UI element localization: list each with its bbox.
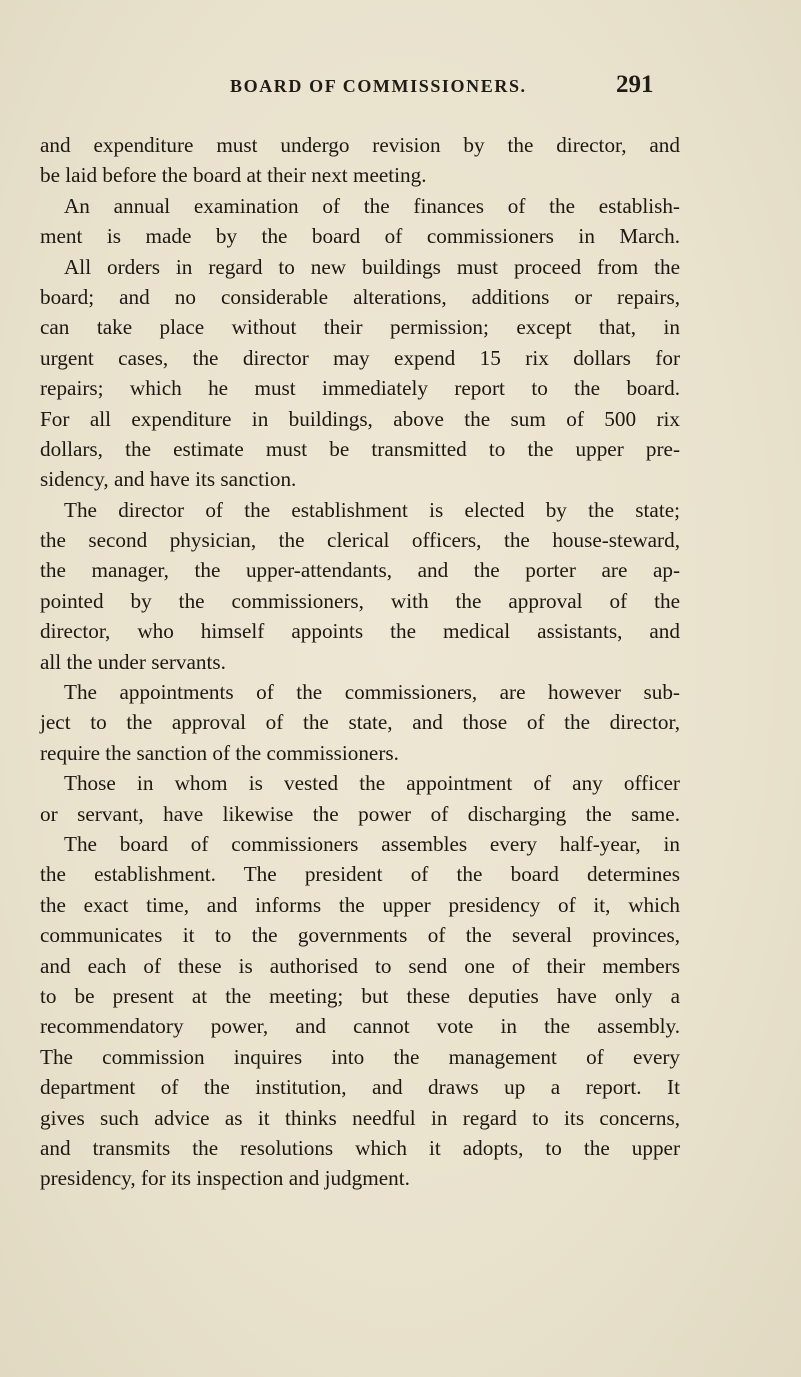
page-header [0, 70, 801, 110]
text-line: ment is made by the board of commissioners in March. [40, 224, 680, 249]
text-line: director, who himself appoints the medical assistants, and [40, 619, 680, 644]
body-text [40, 130, 680, 1194]
text-line: department of the institution, and draws up a report. It [40, 1075, 680, 1100]
text-line: and transmits the resolutions which it adopts, to the upper [40, 1135, 680, 1160]
running-title: BOARD OF COMMISSIONERS. [230, 76, 527, 96]
text-line: The commission inquires into the management of every [40, 1044, 680, 1069]
text-line: can take place without their permission; except that, in [40, 315, 680, 340]
text-line: For all expenditure in buildings, above the sum of 500 rix [40, 406, 680, 431]
text-line: and expenditure must undergo revision by the director, and [40, 133, 680, 157]
text-line: presidency, for its inspection and judgment. [40, 1166, 410, 1191]
text-line: An annual examination of the finances of the establish- [64, 193, 680, 218]
text-line: gives such advice as it thinks needful in regard to its concerns, [40, 1105, 680, 1130]
text-line: to be present at the meeting; but these deputies have only a [40, 983, 680, 1008]
text-line: the manager, the upper-attendants, and the porter are ap- [40, 558, 680, 583]
text-line: the exact time, and informs the upper presidency of it, which [40, 892, 680, 917]
text-line: The board of commissioners assembles every half-year, in [64, 831, 680, 856]
text-line: recommendatory power, and cannot vote in the assembly. [40, 1014, 680, 1039]
text-line: communicates it to the governments of the several provinces, [40, 923, 680, 948]
page-number: 291 [616, 71, 654, 98]
text-line: dollars, the estimate must be transmitted to the upper pre- [40, 436, 680, 461]
text-line: Those in whom is vested the appointment of any officer [64, 771, 680, 796]
text-line: The director of the establishment is elected by the state; [64, 497, 680, 522]
text-line: and each of these is authorised to send one of their members [40, 953, 680, 978]
text-line: or servant, have likewise the power of discharging the same. [40, 801, 680, 826]
text-line: urgent cases, the director may expend 15 rix dollars for [40, 345, 680, 370]
text-line: pointed by the commissioners, with the approval of the [40, 588, 680, 613]
text-line: sidency, and have its sanction. [40, 467, 297, 492]
text-line: be laid before the board at their next meeting. [40, 163, 427, 188]
text-line: board; and no considerable alterations, additions or repairs, [40, 284, 680, 309]
text-line: require the sanction of the commissioners. [40, 740, 399, 765]
text-line: repairs; which he must immediately report to the board. [40, 376, 680, 401]
text-line: ject to the approval of the state, and those of the director, [40, 710, 680, 735]
text-line: the second physician, the clerical officers, the house-steward, [40, 528, 680, 553]
text-line: all the under servants. [40, 649, 226, 674]
text-line: The appointments of the commissioners, are however sub- [64, 680, 680, 705]
text-line: All orders in regard to new buildings must proceed from the [64, 254, 680, 279]
text-line: the establishment. The president of the board determines [40, 862, 680, 887]
